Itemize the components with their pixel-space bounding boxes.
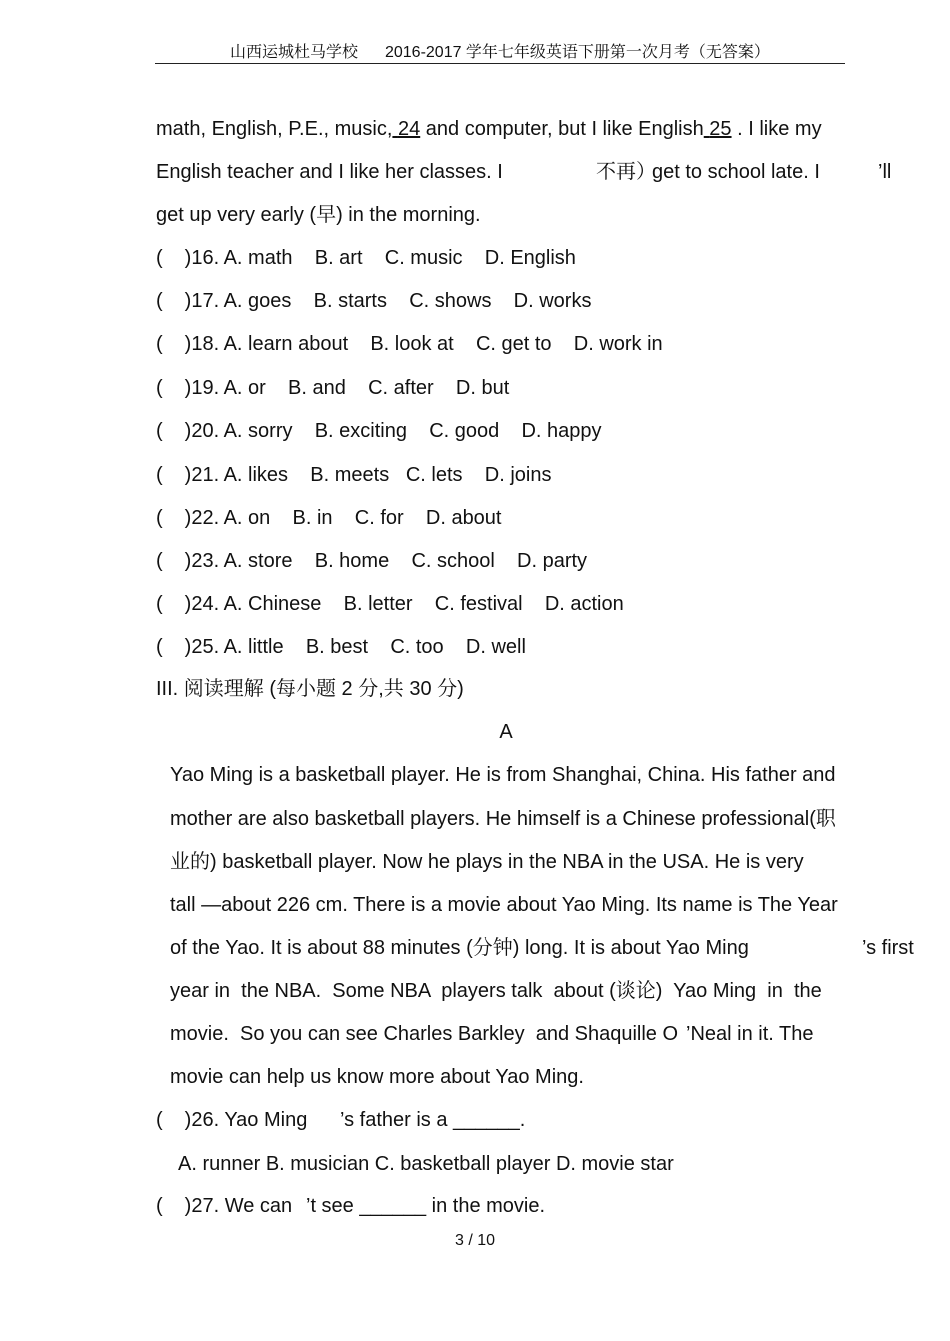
question-text: )16. A. math B. art C. music D. English — [184, 247, 576, 269]
question-row — [156, 332, 663, 356]
question-26-tail: ’s father is a ______. — [340, 1109, 526, 1131]
question-text: )25. A. little B. best C. too D. well — [184, 636, 526, 658]
question-text: )27. We can — [184, 1195, 293, 1217]
header-school: 山西运城杜马学校 — [230, 44, 359, 61]
question-26 — [156, 1108, 307, 1132]
answer-paren: ( — [156, 420, 163, 442]
passage-a-line: movie. So you can see Charles Barkley and Shaquille O — [170, 1023, 679, 1045]
answer-paren: ( — [156, 1195, 163, 1217]
passage-a-line: 业的) basketball player. Now he plays in the NBA in the USA. He is very — [170, 851, 804, 873]
question-text: )17. A. goes B. starts C. shows D. works — [184, 290, 592, 312]
question-text: )19. A. or B. and C. after D. but — [184, 377, 510, 399]
question-text: )26. Yao Ming — [184, 1109, 308, 1131]
question-text: )21. A. likes B. meets C. lets D. joins — [184, 464, 552, 486]
question-27 — [156, 1194, 292, 1218]
answer-paren: ( — [156, 636, 163, 658]
passage-a-line: tall —about 226 cm. There is a movie about Yao Ming. Its name is The Year — [170, 894, 838, 916]
blank-24: 24 — [397, 118, 421, 140]
passage-line-2b — [596, 160, 656, 184]
passage-line-3 — [156, 203, 481, 227]
passage-a-line5-tail: ’s first — [862, 937, 914, 959]
question-row — [156, 463, 551, 487]
answer-paren: ( — [156, 507, 163, 529]
text: 不再） — [596, 161, 656, 183]
header-exam-title: 2016-2017 学年七年级英语下册第一次月考（无答案） — [384, 44, 770, 61]
text: English teacher and I like her classes. I — [156, 161, 503, 183]
section-title: III. 阅读理解 (每小题 2 分,共 30 分) — [156, 678, 464, 700]
passage-line-2 — [156, 160, 503, 184]
text: get to school late. I — [652, 161, 820, 183]
question-text: )22. A. on B. in C. for D. about — [184, 507, 502, 529]
question-row — [156, 549, 587, 573]
answer-paren: ( — [156, 550, 163, 572]
question-row — [156, 289, 591, 313]
question-27-tail: ’t see ______ in the movie. — [306, 1195, 546, 1217]
question-text: )20. A. sorry B. exciting C. good D. happy — [184, 420, 602, 442]
text: get up very early (早) in the morning. — [156, 204, 481, 226]
text: ’ll — [878, 161, 892, 183]
passage-a-line: movie can help us know more about Yao Ming. — [170, 1066, 584, 1088]
answer-paren: ( — [156, 377, 163, 399]
question-row — [156, 635, 526, 659]
passage-a-line: year in the NBA. Some NBA players talk about (谈论) Yao Ming in the — [170, 980, 822, 1002]
question-row — [156, 376, 509, 400]
question-row — [156, 246, 576, 270]
blank-25: 25 — [709, 118, 732, 140]
page-number: 3 / 10 — [454, 1232, 496, 1249]
passage-a-line: of the Yao. It is about 88 minutes (分钟) long. It is about Yao Ming — [170, 937, 749, 959]
question-text: )18. A. learn about B. look at C. get to D. work in — [184, 333, 663, 355]
passage-a-line7-tail: ’Neal in it. The — [686, 1023, 814, 1045]
answer-paren: ( — [156, 464, 163, 486]
passage-a-label: A — [499, 721, 513, 743]
passage-line-1 — [156, 117, 822, 141]
text: . I like my — [737, 118, 822, 140]
text: math, English, P.E., music, — [156, 118, 393, 140]
question-text: )24. A. Chinese B. letter C. festival D. action — [184, 593, 624, 615]
answer-paren: ( — [156, 593, 163, 615]
text: and computer, but I like English — [425, 118, 704, 140]
passage-a-line: Yao Ming is a basketball player. He is from Shanghai, China. His father and — [170, 764, 836, 786]
passage-a-line: mother are also basketball players. He himself is a Chinese professional(职 — [170, 808, 836, 830]
question-text: )23. A. store B. home C. school D. party — [184, 550, 588, 572]
page-header — [155, 39, 845, 64]
answer-paren: ( — [156, 333, 163, 355]
question-row — [156, 506, 502, 530]
question-row — [156, 419, 602, 443]
answer-paren: ( — [156, 1109, 163, 1131]
passage-line-2c — [652, 160, 820, 184]
answer-paren: ( — [156, 290, 163, 312]
question-26-options: A. runner B. musician C. basketball player D. movie star — [178, 1153, 674, 1175]
passage-line-2d — [878, 160, 891, 184]
answer-paren: ( — [156, 247, 163, 269]
question-row — [156, 592, 624, 616]
